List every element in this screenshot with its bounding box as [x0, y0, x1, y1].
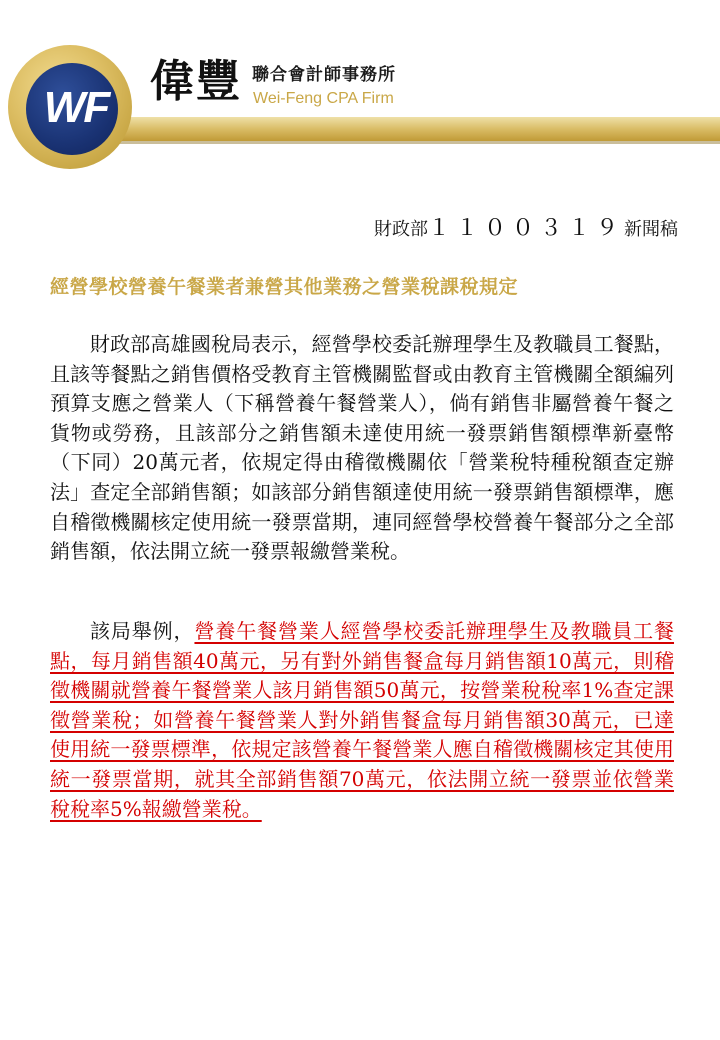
firm-logo-text: WF — [43, 83, 109, 132]
document-title: 經營學校營養午餐業者兼營其他業務之營業稅課稅規定 — [50, 276, 519, 298]
example-lead: 該局舉例， — [90, 619, 195, 643]
letterhead — [0, 0, 720, 180]
firm-subtitle-zh: 聯合會計師事務所 — [252, 65, 396, 85]
letterhead-gold-band — [118, 117, 720, 141]
body-paragraph-1: 財政部高雄國稅局表示，經營學校委託辦理學生及教職員工餐點，且該等餐點之銷售價格受教育主管機關監督或由教育主管機關全額編列預算支應之營業人（下稱營養午餐營業人），倘有銷售非屬營養午餐之貨物或勞務，且該部分之銷售額未達使用統一發票銷售額標準新臺幣（下同）20萬元者，依規定得由稽徵機關依「營業稅特種稅額查定辦法」查定全部銷售額；如該部分銷售額達使用統一發票銷售額標準，應自稽徵機關核定使用統一發票當期，連同經營學校營養午餐部分之全部銷售額，依法開立統一發票報繳營業稅。 — [50, 332, 674, 564]
release-number: １１００３１９ — [427, 216, 624, 241]
example-highlight: 營養午餐營業人經營學校委託辦理學生及教職員工餐點，每月銷售額40萬元，另有對外銷售餐盒每月銷售額10萬元，則稽徵機關就營養午餐營業人該月銷售額50萬元，按營業稅稅率1%查定課徵營業稅；如營養午餐營業人對外銷售餐盒每月銷售額30萬元，已達使用統一發票標準，依規定該營養午餐營業人應自稽徵機關核定其使用統一發票當期，就其全部銷售額70萬元，依法開立統一發票並依營業稅稅率5%報繳營業稅。 — [50, 619, 675, 821]
letterhead-band-shadow — [118, 141, 720, 144]
firm-name-zh: 偉豐 — [150, 56, 242, 107]
release-agency: 財政部 — [373, 219, 428, 240]
body-paragraph-2 — [50, 617, 674, 824]
press-release-tag — [374, 214, 678, 245]
firm-name-en: Wei-Feng CPA Firm — [253, 90, 394, 107]
release-kind: 新聞稿 — [624, 219, 678, 240]
